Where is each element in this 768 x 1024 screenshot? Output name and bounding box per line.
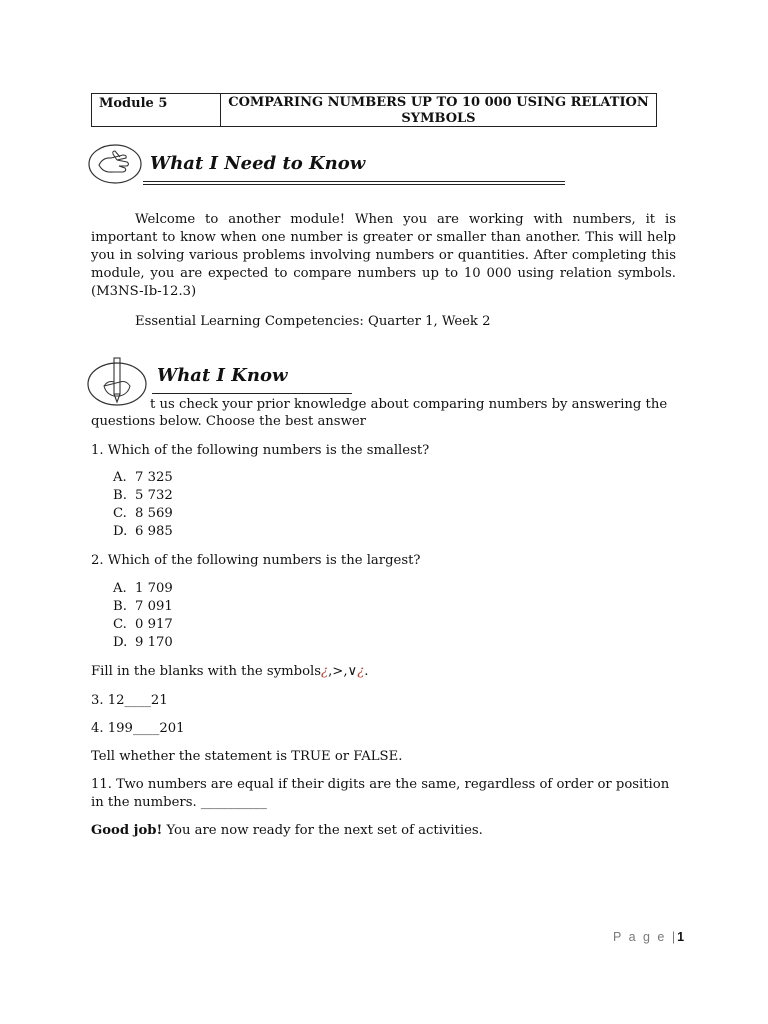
- pencil-hand-icon: [86, 356, 148, 408]
- intro-line-4: module, you are expected to compare numbers up to 10 000 using relation symbols.: [91, 266, 676, 281]
- section2-rule: [152, 393, 352, 394]
- page-number: 1: [677, 930, 685, 944]
- q1-option-c: C. 8 569: [113, 506, 173, 521]
- intro-line-5: (M3NS-Ib-12.3): [91, 284, 197, 299]
- q2-option-d: D. 9 170: [113, 635, 173, 650]
- section-title-need-to-know: What I Need to Know: [150, 153, 366, 174]
- symbol-less-than: ¿: [321, 664, 329, 679]
- question-2-options: [113, 580, 173, 652]
- module-title-line2: SYMBOLS: [401, 111, 476, 126]
- question-11-line-2: in the numbers. __________: [91, 795, 267, 810]
- learning-competency: Essential Learning Competencies: Quarter 1, Week 2: [135, 314, 491, 329]
- closing-message: Good job! You are now ready for the next set of activities.: [91, 823, 483, 838]
- question-4: 4. 199____201: [91, 721, 185, 736]
- question-2: 2. Which of the following numbers is the largest?: [91, 553, 421, 568]
- q2-option-c: C. 0 917: [113, 617, 173, 632]
- intro-line-2: important to know when one number is greater or smaller than another. This will help: [91, 230, 676, 245]
- intro-line-3: you in solving various problems involving numbers or quantities. After completing this: [91, 248, 676, 263]
- q1-option-a: A. 7 325: [113, 470, 173, 485]
- q2-option-b: B. 7 091: [113, 599, 173, 614]
- q1-option-d: D. 6 985: [113, 524, 173, 539]
- good-job-text: Good job!: [91, 823, 163, 838]
- intro-line-1: Welcome to another module! When you are working with numbers, it is: [135, 212, 676, 227]
- question-11-line-1: 11. Two numbers are equal if their digits are the same, regardless of order or position: [91, 777, 670, 792]
- section-title-what-i-know: What I Know: [157, 365, 288, 386]
- module-title-line1: COMPARING NUMBERS UP TO 10 000 USING RELATION: [228, 95, 649, 110]
- section1-rule-bottom: [143, 184, 565, 185]
- tf-instruction: Tell whether the statement is TRUE or FALSE.: [91, 749, 403, 764]
- page-footer: [613, 930, 684, 944]
- q1-option-b: B. 5 732: [113, 488, 173, 503]
- module-header-table: [91, 93, 657, 127]
- section1-rule-top: [143, 181, 565, 182]
- q2-option-a: A. 1 709: [113, 581, 173, 596]
- check-knowledge-line-2: questions below. Choose the best answer: [91, 414, 366, 429]
- module-number: Module 5: [92, 94, 221, 126]
- intro-paragraph: [91, 211, 676, 301]
- question-3: 3. 12____21: [91, 693, 168, 708]
- fill-instruction: Fill in the blanks with the symbols¿,>,∨¿.: [91, 664, 369, 679]
- symbol-equal: ¿: [357, 664, 365, 679]
- module-title: [221, 94, 656, 126]
- question-1-options: [113, 469, 173, 541]
- check-knowledge-line-1: t us check your prior knowledge about comparing numbers by answering the: [150, 397, 668, 412]
- page-label: P a g e |: [613, 930, 678, 944]
- question-1: 1. Which of the following numbers is the smallest?: [91, 443, 430, 458]
- hand-pointing-icon: [87, 143, 143, 185]
